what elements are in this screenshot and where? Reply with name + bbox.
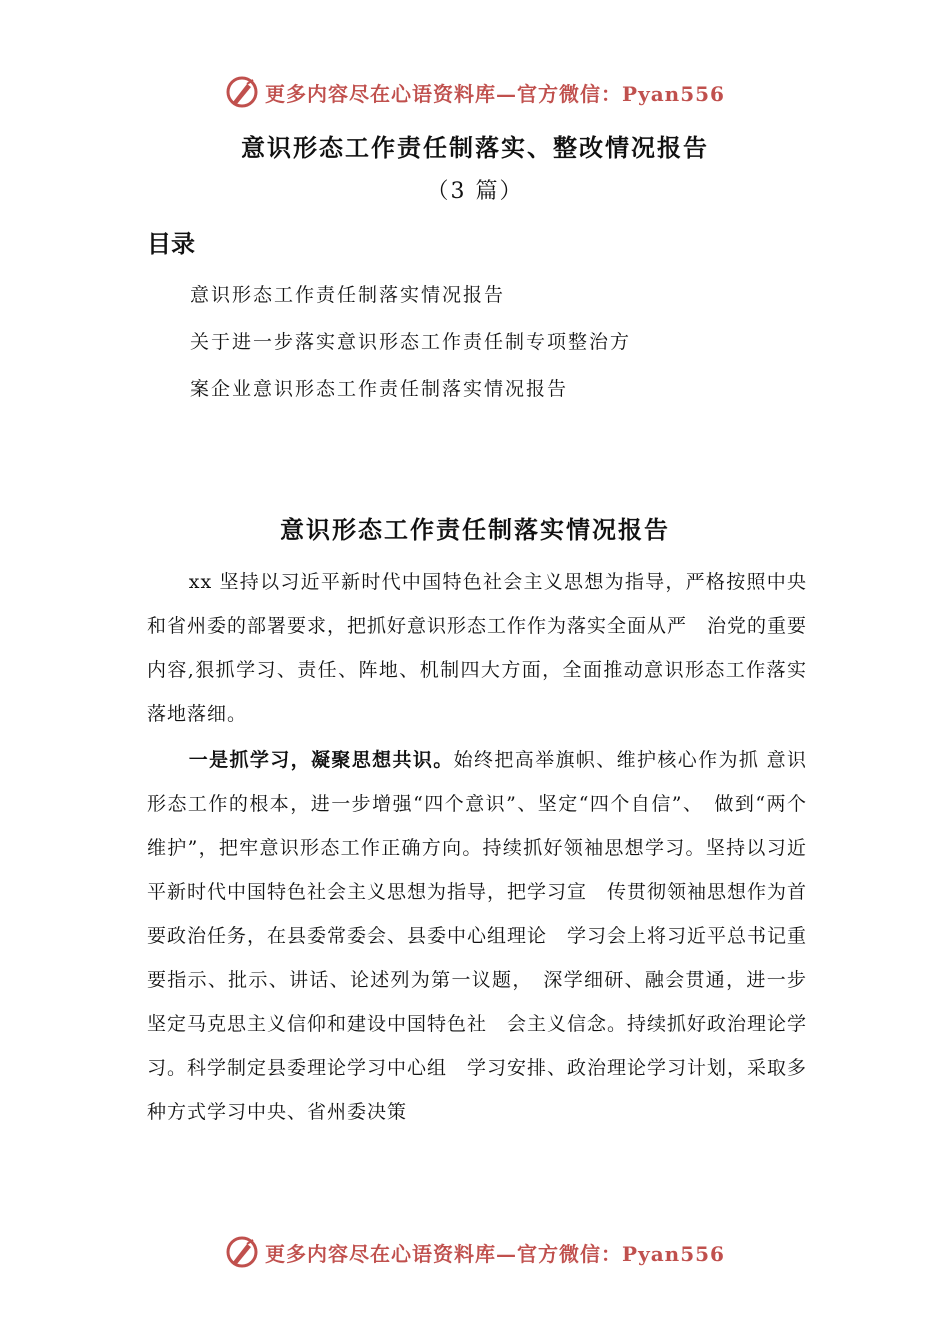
paragraph-lead: 一是抓学习，凝聚思想共识。 [188,749,454,771]
watermark-banner-bottom [0,1232,950,1272]
table-of-contents [190,272,631,413]
watermark-banner-top [0,72,950,112]
toc-item[interactable]: 关于进一步落实意识形态工作责任制专项整治方 [190,331,632,353]
document-title: 意识形态工作责任制落实、整改情况报告 [241,133,709,162]
section-body [147,560,807,1134]
paragraph-text: 始终把高举旗帜、维护核心作为抓 意识形态工作的根本，进一步增强“四个意识”、坚定“四个自信”、 做到“两个维护”，把牢意识形态工作正确方向。持续抓好领袖思想学习。坚持以习近平新时代中国特色社会主义思想为指导，把学习宣 传贯彻领袖思想作为首要政治任务，在县委常委会、县委中心组理论 学习会上将习近平总书记重要指示、批示、讲话、论述列为第一议题， 深学细研、融会贯通，进一步坚定马克思主义信仰和建设中国特色社 会主义信念。持续抓好政治理论学习。科学制定县委理论学习中心组 学习安排、政治理论学习计划，采取多种方式学习中央、省州委决策 [147,749,808,1123]
paragraph: xx 坚持以习近平新时代中国特色社会主义思想为指导，严格按照中央和省州委的部署要求，把抓好意识形态工作作为落实全面从严 治党的重要内容,狠抓学习、责任、阵地、机制四大方面，全面推动意识形态工作落实落地落细。 [147,571,808,725]
quill-pen-logo-icon [225,75,259,109]
document-subtitle: （3 篇） [426,179,524,204]
quill-pen-logo-icon [225,1235,259,1269]
toc-item[interactable]: 意识形态工作责任制落实情况报告 [190,284,506,306]
watermark-text: 更多内容尽在心语资料库—官方微信：Pyan556 [265,1241,725,1266]
watermark-text: 更多内容尽在心语资料库—官方微信：Pyan556 [265,81,725,106]
toc-heading: 目录 [147,230,195,258]
section-title: 意识形态工作责任制落实情况报告 [280,515,670,544]
paragraph [147,738,807,1134]
toc-item[interactable]: 案企业意识形态工作责任制落实情况报告 [190,378,569,400]
